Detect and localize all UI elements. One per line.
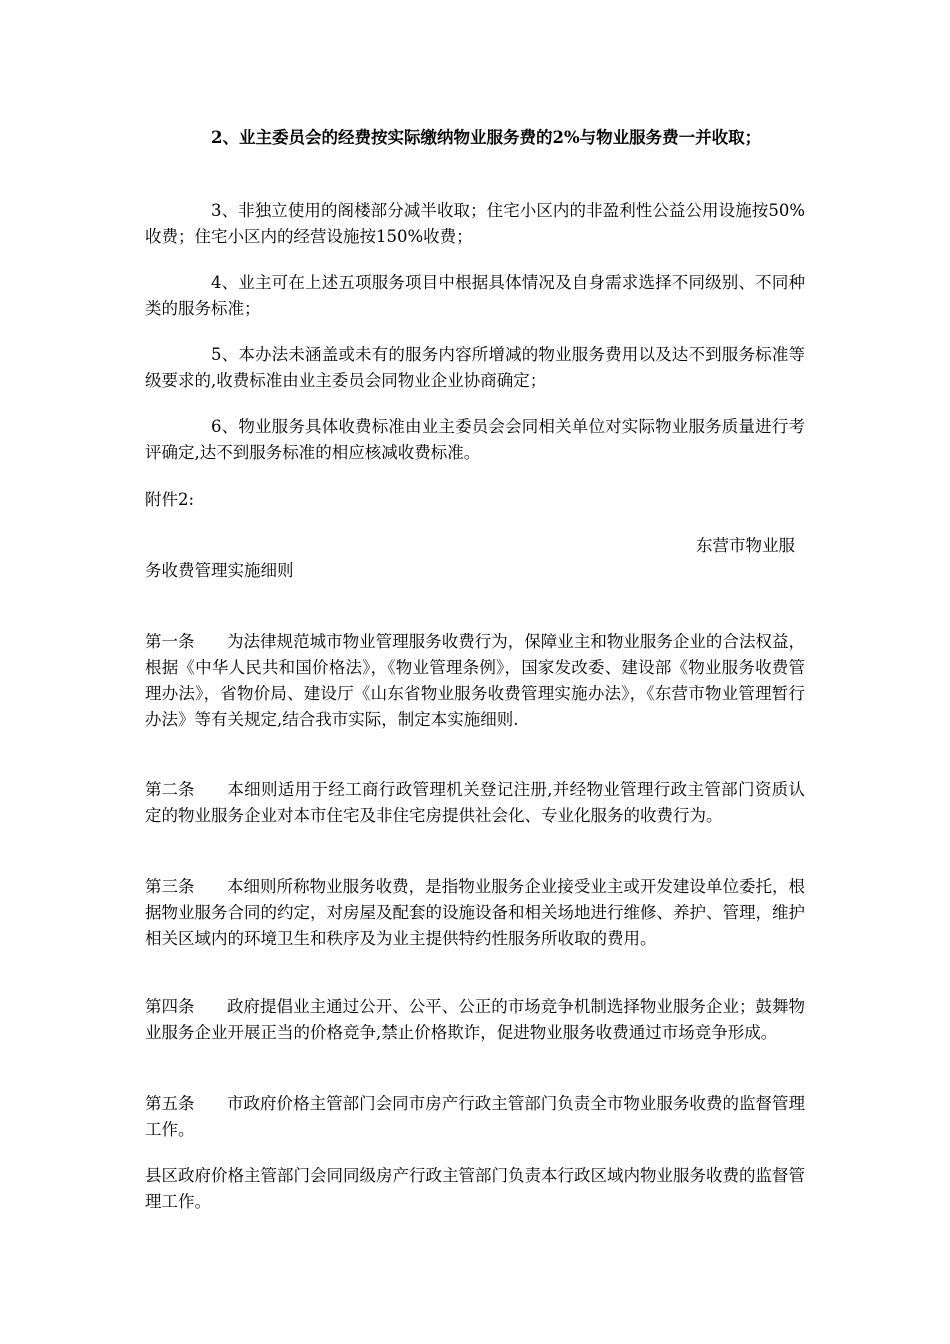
doc-title-line-2: 务收费管理实施细则	[145, 561, 294, 580]
attachment-label: 附件2:	[145, 490, 195, 509]
item-4-paragraph: 4、业主可在上述五项服务项目中根据具体情况及自身需求选择不同级别、不同种类的服务标准；	[145, 273, 805, 318]
article-5	[145, 1091, 805, 1143]
doc-title-line-1: 东营市物业服	[696, 536, 795, 555]
article-1-label: 第一条	[145, 632, 195, 651]
article-4-text: 政府提倡业主通过公开、公平、公正的市场竞争机制选择物业服务企业；鼓舞物业服务企业开展正当的价格竞争,禁止价格欺诈，促进物业服务收费通过市场竞争形成。	[145, 997, 805, 1042]
item-3-paragraph: 3、非独立使用的阁楼部分减半收取；住宅小区内的非盈利性公益公用设施按50%收费；住宅小区内的经营设施按150%收费；	[145, 201, 805, 246]
final-paragraph: 县区政府价格主管部门会同同级房产行政主管部门负责本行政区域内物业服务收费的监督管理工作。	[145, 1166, 805, 1211]
article-4-label: 第四条	[145, 997, 195, 1016]
article-2	[145, 777, 805, 829]
item-6-paragraph: 6、物业服务具体收费标准由业主委员会会同相关单位对实际物业服务质量进行考评确定,达不到服务标准的相应核减收费标准。	[145, 417, 805, 462]
article-2-label: 第二条	[145, 780, 195, 799]
article-5-label: 第五条	[145, 1094, 195, 1113]
item-2-paragraph: 2、业主委员会的经费按实际缴纳物业服务费的2%与物业服务费一并收取；	[211, 128, 762, 147]
article-3	[145, 874, 805, 952]
article-3-text: 本细则所称物业服务收费，是指物业服务企业接受业主或开发建设单位委托，根据物业服务合同的约定，对房屋及配套的设施设备和相关场地进行维修、养护、管理，维护相关区域内的环境卫生和秩序及为业主提供特约性服务所收取的费用。	[145, 877, 805, 948]
article-5-text: 市政府价格主管部门会同市房产行政主管部门负责全市物业服务收费的监督管理工作。	[145, 1094, 805, 1139]
article-1-text: 为法律规范城市物业管理服务收费行为，保障业主和物业服务企业的合法权益，根据《中华人民共和国价格法》，《物业管理条例》，国家发改委、建设部《物业服务收费管理办法》，省物价局、建设厅《山东省物业服务收费管理实施办法》，《东营市物业管理暂行办法》等有关规定,结合我市实际，制定本实施细则.	[145, 632, 805, 729]
article-3-label: 第三条	[145, 877, 195, 896]
item-5-paragraph: 5、本办法未涵盖或未有的服务内容所增减的物业服务费用以及达不到服务标准等级要求的,收费标准由业主委员会同物业企业协商确定；	[145, 345, 805, 390]
article-4	[145, 994, 805, 1046]
article-1	[145, 629, 805, 733]
article-2-text: 本细则适用于经工商行政管理机关登记注册,并经物业管理行政主管部门资质认定的物业服务企业对本市住宅及非住宅房提供社会化、专业化服务的收费行为。	[145, 780, 805, 825]
